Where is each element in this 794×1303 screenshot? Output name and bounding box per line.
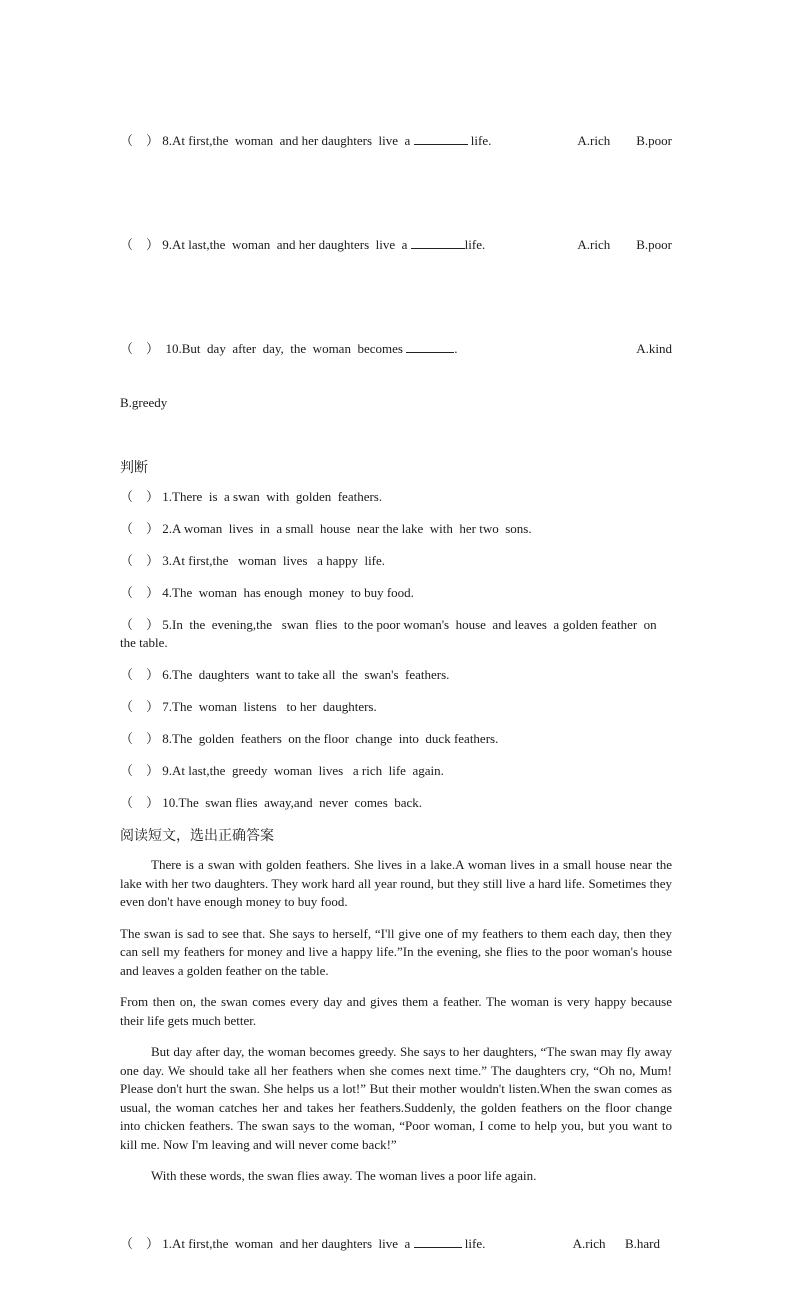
answer-paren[interactable]: （ ）	[120, 489, 160, 504]
reading-question-1: （ ） 1.At first,the woman and her daughters live a life. A.rich B.hard	[120, 1235, 660, 1251]
judge-item-text: 5.In the evening,the swan flies to the poor woman's house and leaves a golden feather on the table.	[120, 617, 660, 650]
judge-item	[120, 698, 672, 716]
passage-paragraph: From then on, the swan comes every day and gives them a feather. The woman is very happy because their life gets much better.	[120, 994, 672, 1028]
judge-item	[120, 794, 672, 812]
reading-heading: 阅读短文，选出正确答案	[120, 828, 274, 844]
option-a[interactable]: A.kind	[636, 341, 672, 356]
answer-paren[interactable]: （ ）	[120, 341, 160, 356]
passage-paragraph: The swan is sad to see that. She says to herself, “I'll give one of my feathers to them each day, then they can sell my feathers for money and live a happy life.”In the evening, she flies to the poor woman's house and leaves a golden feather on the table.	[120, 925, 672, 978]
option-b[interactable]: B.hard	[624, 1235, 660, 1251]
answer-blank[interactable]	[406, 340, 454, 353]
answer-paren[interactable]: （ ）	[120, 237, 160, 252]
answer-paren[interactable]: （ ）	[120, 553, 160, 568]
answer-paren[interactable]: （ ）	[120, 763, 160, 778]
judge-item	[120, 520, 672, 538]
answer-paren[interactable]: （ ）	[120, 699, 160, 714]
reading-passage	[120, 856, 672, 1186]
judge-item-text: 8.The golden feathers on the floor change into duck feathers.	[162, 731, 499, 746]
judge-item	[120, 666, 672, 684]
option-a[interactable]: A.rich	[577, 133, 611, 148]
answer-paren[interactable]: （ ）	[120, 133, 160, 148]
answer-blank[interactable]	[414, 1235, 462, 1248]
passage-paragraph: With these words, the swan flies away. The woman lives a poor life again.	[151, 1168, 537, 1183]
option-b[interactable]: B.poor	[636, 133, 672, 148]
judge-item	[120, 488, 672, 506]
judge-item	[120, 762, 672, 780]
answer-blank[interactable]	[414, 132, 468, 145]
judge-item-text: 4.The woman has enough money to buy food.	[162, 585, 414, 600]
worksheet-page	[120, 96, 672, 1303]
judge-list	[120, 488, 672, 812]
judge-item-text: 1.There is a swan with golden feathers.	[162, 489, 383, 504]
judge-item-text: 2.A woman lives in a small house near the lake with her two sons.	[162, 521, 532, 536]
passage-paragraph: But day after day, the woman becomes greedy. She says to her daughters, “The swan may fly away one day. We should take all her feathers when she comes next time.” The daughters cry, “Oh no, Mum! Please don't hurt the swan. She helps us a lot!” But their mother wouldn't listen.When the swan comes as usual, the woman catches her and takes her feathers.Suddenly, the golden feathers on the floor change into chicken feathers. The swan says to the woman, “Poor woman, I come to help you, but you want to kill me. Now I'm leaving and will never come back!”	[120, 1044, 672, 1152]
judge-heading: 判断	[120, 460, 148, 476]
answer-paren[interactable]: （ ）	[120, 1235, 160, 1251]
answer-paren[interactable]: （ ）	[120, 667, 160, 682]
answer-paren[interactable]: （ ）	[120, 585, 160, 600]
question-9: （ ） 9.At last,the woman and her daughters live a life. A.rich B.poor	[120, 237, 672, 252]
judge-item	[120, 552, 672, 570]
answer-paren[interactable]: （ ）	[120, 731, 160, 746]
answer-paren[interactable]: （ ）	[120, 617, 160, 632]
judge-item-text: 10.The swan flies away,and never comes back.	[162, 795, 423, 810]
judge-item	[120, 616, 672, 652]
judge-item	[120, 584, 672, 602]
option-b[interactable]: B.poor	[636, 237, 672, 252]
judge-item-text: 3.At first,the woman lives a happy life.	[162, 553, 386, 568]
option-a[interactable]: A.rich	[577, 237, 611, 252]
judge-item-text: 6.The daughters want to take all the swan's feathers.	[162, 667, 450, 682]
judge-item-text: 7.The woman listens to her daughters.	[162, 699, 377, 714]
passage-paragraph: There is a swan with golden feathers. She lives in a lake.A woman lives in a small house near the lake with her two daughters. They work hard all year round, but they still live a hard life. Sometimes they even don't have enough money to buy food.	[120, 857, 672, 909]
answer-paren[interactable]: （ ）	[120, 795, 160, 810]
question-10: （ ） 10.But day after day, the woman becomes . A.kind B.greedy	[120, 341, 672, 410]
answer-blank[interactable]	[411, 236, 465, 249]
answer-paren[interactable]: （ ）	[120, 521, 160, 536]
question-8: （ ） 8.At first,the woman and her daughters live a life. A.rich B.poor	[120, 133, 672, 148]
option-b[interactable]: B.greedy	[120, 395, 168, 410]
judge-item-text: 9.At last,the greedy woman lives a rich life again.	[162, 763, 444, 778]
judge-item	[120, 730, 672, 748]
option-a[interactable]: A.rich	[572, 1235, 606, 1251]
